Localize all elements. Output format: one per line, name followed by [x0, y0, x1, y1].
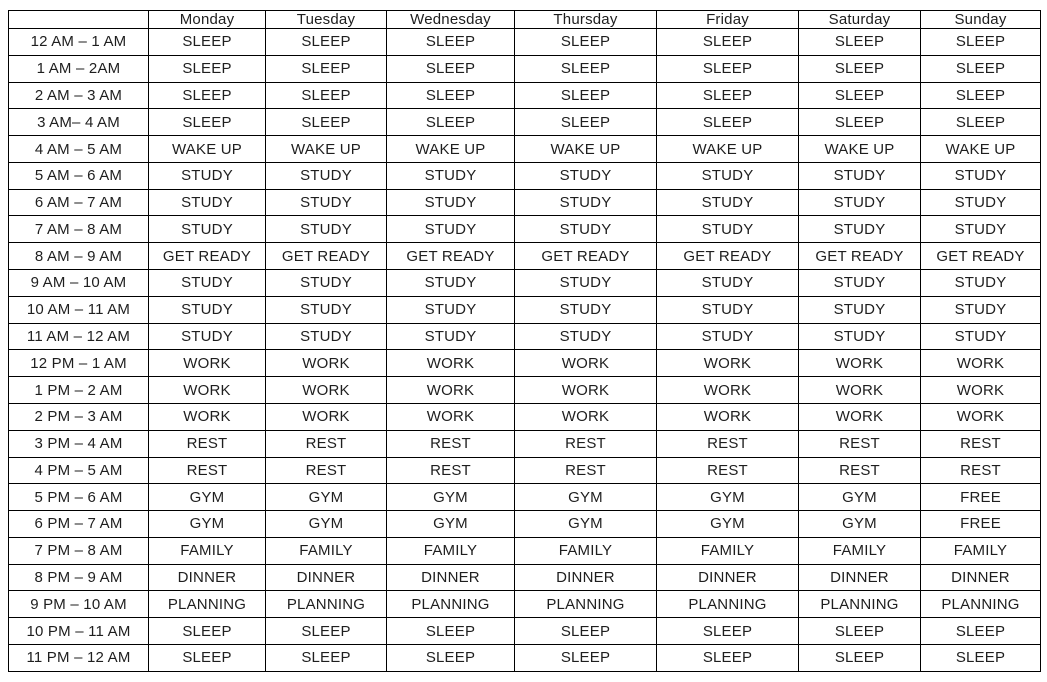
- time-slot-cell: 12 PM – 1 AM: [9, 350, 149, 377]
- activity-cell: SLEEP: [515, 82, 657, 109]
- day-header-thursday: Thursday: [515, 11, 657, 29]
- activity-cell: STUDY: [266, 323, 387, 350]
- activity-cell: STUDY: [266, 189, 387, 216]
- time-slot-cell: 5 AM – 6 AM: [9, 162, 149, 189]
- time-slot-cell: 7 PM – 8 AM: [9, 537, 149, 564]
- activity-cell: STUDY: [515, 162, 657, 189]
- activity-cell: REST: [149, 430, 266, 457]
- activity-cell: STUDY: [921, 270, 1041, 297]
- activity-cell: WORK: [266, 350, 387, 377]
- activity-cell: FREE: [921, 484, 1041, 511]
- time-slot-cell: 5 PM – 6 AM: [9, 484, 149, 511]
- activity-cell: FAMILY: [149, 537, 266, 564]
- activity-cell: REST: [921, 457, 1041, 484]
- time-slot-cell: 3 AM– 4 AM: [9, 109, 149, 136]
- activity-cell: STUDY: [149, 270, 266, 297]
- schedule-row: [9, 296, 1041, 323]
- activity-cell: PLANNING: [657, 591, 799, 618]
- activity-cell: STUDY: [921, 189, 1041, 216]
- activity-cell: SLEEP: [799, 109, 921, 136]
- activity-cell: GYM: [515, 511, 657, 538]
- activity-cell: WORK: [149, 377, 266, 404]
- activity-cell: PLANNING: [515, 591, 657, 618]
- activity-cell: DINNER: [657, 564, 799, 591]
- activity-cell: DINNER: [921, 564, 1041, 591]
- activity-cell: SLEEP: [657, 55, 799, 82]
- activity-cell: SLEEP: [799, 644, 921, 671]
- activity-cell: STUDY: [515, 189, 657, 216]
- schedule-row: [9, 216, 1041, 243]
- activity-cell: FAMILY: [657, 537, 799, 564]
- activity-cell: SLEEP: [921, 644, 1041, 671]
- activity-cell: REST: [657, 430, 799, 457]
- schedule-row: [9, 162, 1041, 189]
- activity-cell: STUDY: [921, 296, 1041, 323]
- activity-cell: STUDY: [266, 296, 387, 323]
- schedule-row: [9, 511, 1041, 538]
- activity-cell: STUDY: [387, 296, 515, 323]
- activity-cell: REST: [515, 457, 657, 484]
- activity-cell: STUDY: [799, 216, 921, 243]
- activity-cell: PLANNING: [149, 591, 266, 618]
- activity-cell: REST: [149, 457, 266, 484]
- activity-cell: SLEEP: [515, 618, 657, 645]
- activity-cell: STUDY: [266, 162, 387, 189]
- activity-cell: STUDY: [149, 216, 266, 243]
- activity-cell: SLEEP: [515, 109, 657, 136]
- schedule-row: [9, 377, 1041, 404]
- schedule-row: [9, 618, 1041, 645]
- activity-cell: WORK: [921, 403, 1041, 430]
- time-slot-cell: 8 PM – 9 AM: [9, 564, 149, 591]
- activity-cell: SLEEP: [657, 618, 799, 645]
- schedule-row: [9, 55, 1041, 82]
- schedule-row: [9, 243, 1041, 270]
- activity-cell: STUDY: [657, 323, 799, 350]
- activity-cell: GET READY: [515, 243, 657, 270]
- activity-cell: SLEEP: [657, 82, 799, 109]
- activity-cell: REST: [657, 457, 799, 484]
- schedule-row: [9, 109, 1041, 136]
- activity-cell: WORK: [149, 350, 266, 377]
- activity-cell: STUDY: [387, 189, 515, 216]
- activity-cell: SLEEP: [266, 29, 387, 56]
- activity-cell: FAMILY: [387, 537, 515, 564]
- schedule-row: [9, 591, 1041, 618]
- activity-cell: WORK: [799, 403, 921, 430]
- activity-cell: WORK: [266, 403, 387, 430]
- activity-cell: WORK: [657, 350, 799, 377]
- activity-cell: WAKE UP: [921, 136, 1041, 163]
- activity-cell: WAKE UP: [149, 136, 266, 163]
- activity-cell: DINNER: [515, 564, 657, 591]
- activity-cell: GYM: [799, 511, 921, 538]
- schedule-row: [9, 403, 1041, 430]
- schedule-row: [9, 350, 1041, 377]
- activity-cell: GYM: [657, 511, 799, 538]
- activity-cell: SLEEP: [657, 109, 799, 136]
- time-slot-cell: 8 AM – 9 AM: [9, 243, 149, 270]
- schedule-row: [9, 484, 1041, 511]
- time-slot-cell: 10 AM – 11 AM: [9, 296, 149, 323]
- activity-cell: SLEEP: [149, 618, 266, 645]
- activity-cell: STUDY: [149, 296, 266, 323]
- activity-cell: STUDY: [149, 323, 266, 350]
- schedule-body: [9, 29, 1041, 672]
- activity-cell: STUDY: [799, 270, 921, 297]
- activity-cell: REST: [921, 430, 1041, 457]
- activity-cell: STUDY: [921, 162, 1041, 189]
- activity-cell: DINNER: [387, 564, 515, 591]
- time-slot-cell: 11 AM – 12 AM: [9, 323, 149, 350]
- header-row: [9, 11, 1041, 29]
- schedule-row: [9, 29, 1041, 56]
- activity-cell: STUDY: [921, 216, 1041, 243]
- activity-cell: FAMILY: [799, 537, 921, 564]
- day-header-tuesday: Tuesday: [266, 11, 387, 29]
- activity-cell: STUDY: [387, 323, 515, 350]
- activity-cell: GYM: [387, 511, 515, 538]
- time-slot-cell: 1 AM – 2AM: [9, 55, 149, 82]
- activity-cell: WORK: [149, 403, 266, 430]
- activity-cell: STUDY: [799, 189, 921, 216]
- schedule-row: [9, 457, 1041, 484]
- schedule-row: [9, 644, 1041, 671]
- activity-cell: SLEEP: [149, 29, 266, 56]
- activity-cell: GYM: [515, 484, 657, 511]
- day-header-wednesday: Wednesday: [387, 11, 515, 29]
- schedule-row: [9, 323, 1041, 350]
- time-slot-cell: 9 AM – 10 AM: [9, 270, 149, 297]
- day-header-monday: Monday: [149, 11, 266, 29]
- day-header-sunday: Sunday: [921, 11, 1041, 29]
- activity-cell: SLEEP: [921, 82, 1041, 109]
- activity-cell: WORK: [387, 377, 515, 404]
- activity-cell: SLEEP: [799, 29, 921, 56]
- activity-cell: STUDY: [266, 270, 387, 297]
- activity-cell: STUDY: [657, 270, 799, 297]
- time-slot-cell: 4 PM – 5 AM: [9, 457, 149, 484]
- activity-cell: SLEEP: [149, 109, 266, 136]
- activity-cell: STUDY: [799, 162, 921, 189]
- activity-cell: SLEEP: [149, 55, 266, 82]
- activity-cell: GYM: [799, 484, 921, 511]
- activity-cell: SLEEP: [266, 109, 387, 136]
- activity-cell: GYM: [266, 511, 387, 538]
- activity-cell: REST: [799, 457, 921, 484]
- activity-cell: WORK: [515, 350, 657, 377]
- day-header-saturday: Saturday: [799, 11, 921, 29]
- activity-cell: STUDY: [657, 189, 799, 216]
- time-slot-cell: 10 PM – 11 AM: [9, 618, 149, 645]
- activity-cell: PLANNING: [387, 591, 515, 618]
- activity-cell: WORK: [266, 377, 387, 404]
- activity-cell: SLEEP: [266, 82, 387, 109]
- activity-cell: STUDY: [149, 162, 266, 189]
- time-slot-cell: 3 PM – 4 AM: [9, 430, 149, 457]
- activity-cell: SLEEP: [515, 644, 657, 671]
- activity-cell: WORK: [657, 377, 799, 404]
- activity-cell: SLEEP: [921, 109, 1041, 136]
- activity-cell: STUDY: [657, 296, 799, 323]
- time-slot-cell: 12 AM – 1 AM: [9, 29, 149, 56]
- day-header-friday: Friday: [657, 11, 799, 29]
- activity-cell: PLANNING: [799, 591, 921, 618]
- schedule-row: [9, 136, 1041, 163]
- time-slot-cell: 6 AM – 7 AM: [9, 189, 149, 216]
- activity-cell: WAKE UP: [657, 136, 799, 163]
- activity-cell: SLEEP: [515, 55, 657, 82]
- activity-cell: GET READY: [387, 243, 515, 270]
- schedule-row: [9, 537, 1041, 564]
- time-slot-cell: 7 AM – 8 AM: [9, 216, 149, 243]
- activity-cell: STUDY: [515, 296, 657, 323]
- schedule-row: [9, 189, 1041, 216]
- activity-cell: STUDY: [266, 216, 387, 243]
- activity-cell: GYM: [657, 484, 799, 511]
- activity-cell: SLEEP: [921, 55, 1041, 82]
- activity-cell: STUDY: [387, 162, 515, 189]
- activity-cell: SLEEP: [387, 109, 515, 136]
- activity-cell: PLANNING: [921, 591, 1041, 618]
- activity-cell: REST: [387, 457, 515, 484]
- activity-cell: FAMILY: [266, 537, 387, 564]
- activity-cell: DINNER: [266, 564, 387, 591]
- time-slot-cell: 1 PM – 2 AM: [9, 377, 149, 404]
- activity-cell: WORK: [387, 403, 515, 430]
- activity-cell: WORK: [657, 403, 799, 430]
- activity-cell: WORK: [387, 350, 515, 377]
- activity-cell: WORK: [515, 377, 657, 404]
- activity-cell: SLEEP: [921, 29, 1041, 56]
- activity-cell: STUDY: [387, 216, 515, 243]
- time-slot-cell: 9 PM – 10 AM: [9, 591, 149, 618]
- activity-cell: STUDY: [387, 270, 515, 297]
- activity-cell: SLEEP: [387, 55, 515, 82]
- activity-cell: STUDY: [799, 323, 921, 350]
- activity-cell: STUDY: [657, 216, 799, 243]
- weekly-schedule: [8, 10, 1041, 672]
- activity-cell: GYM: [149, 511, 266, 538]
- activity-cell: REST: [799, 430, 921, 457]
- activity-cell: REST: [266, 457, 387, 484]
- schedule-row: [9, 430, 1041, 457]
- activity-cell: GET READY: [657, 243, 799, 270]
- activity-cell: PLANNING: [266, 591, 387, 618]
- activity-cell: STUDY: [149, 189, 266, 216]
- activity-cell: SLEEP: [799, 55, 921, 82]
- activity-cell: DINNER: [149, 564, 266, 591]
- time-slot-cell: 11 PM – 12 AM: [9, 644, 149, 671]
- activity-cell: REST: [387, 430, 515, 457]
- activity-cell: WORK: [921, 377, 1041, 404]
- activity-cell: SLEEP: [387, 644, 515, 671]
- activity-cell: FAMILY: [921, 537, 1041, 564]
- time-slot-cell: 2 AM – 3 AM: [9, 82, 149, 109]
- activity-cell: SLEEP: [387, 29, 515, 56]
- activity-cell: SLEEP: [921, 618, 1041, 645]
- activity-cell: STUDY: [921, 323, 1041, 350]
- activity-cell: FAMILY: [515, 537, 657, 564]
- activity-cell: GET READY: [266, 243, 387, 270]
- activity-cell: GET READY: [799, 243, 921, 270]
- activity-cell: STUDY: [515, 323, 657, 350]
- activity-cell: REST: [266, 430, 387, 457]
- activity-cell: STUDY: [799, 296, 921, 323]
- activity-cell: FREE: [921, 511, 1041, 538]
- corner-cell: [9, 11, 149, 29]
- activity-cell: GYM: [266, 484, 387, 511]
- activity-cell: GET READY: [149, 243, 266, 270]
- activity-cell: SLEEP: [515, 29, 657, 56]
- activity-cell: SLEEP: [387, 618, 515, 645]
- activity-cell: SLEEP: [387, 82, 515, 109]
- activity-cell: WORK: [799, 350, 921, 377]
- schedule-row: [9, 270, 1041, 297]
- time-slot-cell: 4 AM – 5 AM: [9, 136, 149, 163]
- activity-cell: SLEEP: [149, 82, 266, 109]
- activity-cell: GYM: [149, 484, 266, 511]
- activity-cell: STUDY: [515, 216, 657, 243]
- activity-cell: SLEEP: [657, 29, 799, 56]
- schedule-row: [9, 82, 1041, 109]
- schedule-row: [9, 564, 1041, 591]
- activity-cell: SLEEP: [149, 644, 266, 671]
- activity-cell: WAKE UP: [266, 136, 387, 163]
- activity-cell: SLEEP: [799, 82, 921, 109]
- weekly-schedule-table: [8, 10, 1041, 672]
- activity-cell: SLEEP: [266, 618, 387, 645]
- activity-cell: SLEEP: [799, 618, 921, 645]
- activity-cell: GYM: [387, 484, 515, 511]
- activity-cell: GET READY: [921, 243, 1041, 270]
- activity-cell: SLEEP: [657, 644, 799, 671]
- activity-cell: WORK: [921, 350, 1041, 377]
- activity-cell: REST: [515, 430, 657, 457]
- activity-cell: WORK: [515, 403, 657, 430]
- activity-cell: WAKE UP: [799, 136, 921, 163]
- activity-cell: WAKE UP: [387, 136, 515, 163]
- activity-cell: DINNER: [799, 564, 921, 591]
- activity-cell: SLEEP: [266, 55, 387, 82]
- activity-cell: STUDY: [515, 270, 657, 297]
- activity-cell: STUDY: [657, 162, 799, 189]
- activity-cell: SLEEP: [266, 644, 387, 671]
- activity-cell: WAKE UP: [515, 136, 657, 163]
- time-slot-cell: 2 PM – 3 AM: [9, 403, 149, 430]
- time-slot-cell: 6 PM – 7 AM: [9, 511, 149, 538]
- activity-cell: WORK: [799, 377, 921, 404]
